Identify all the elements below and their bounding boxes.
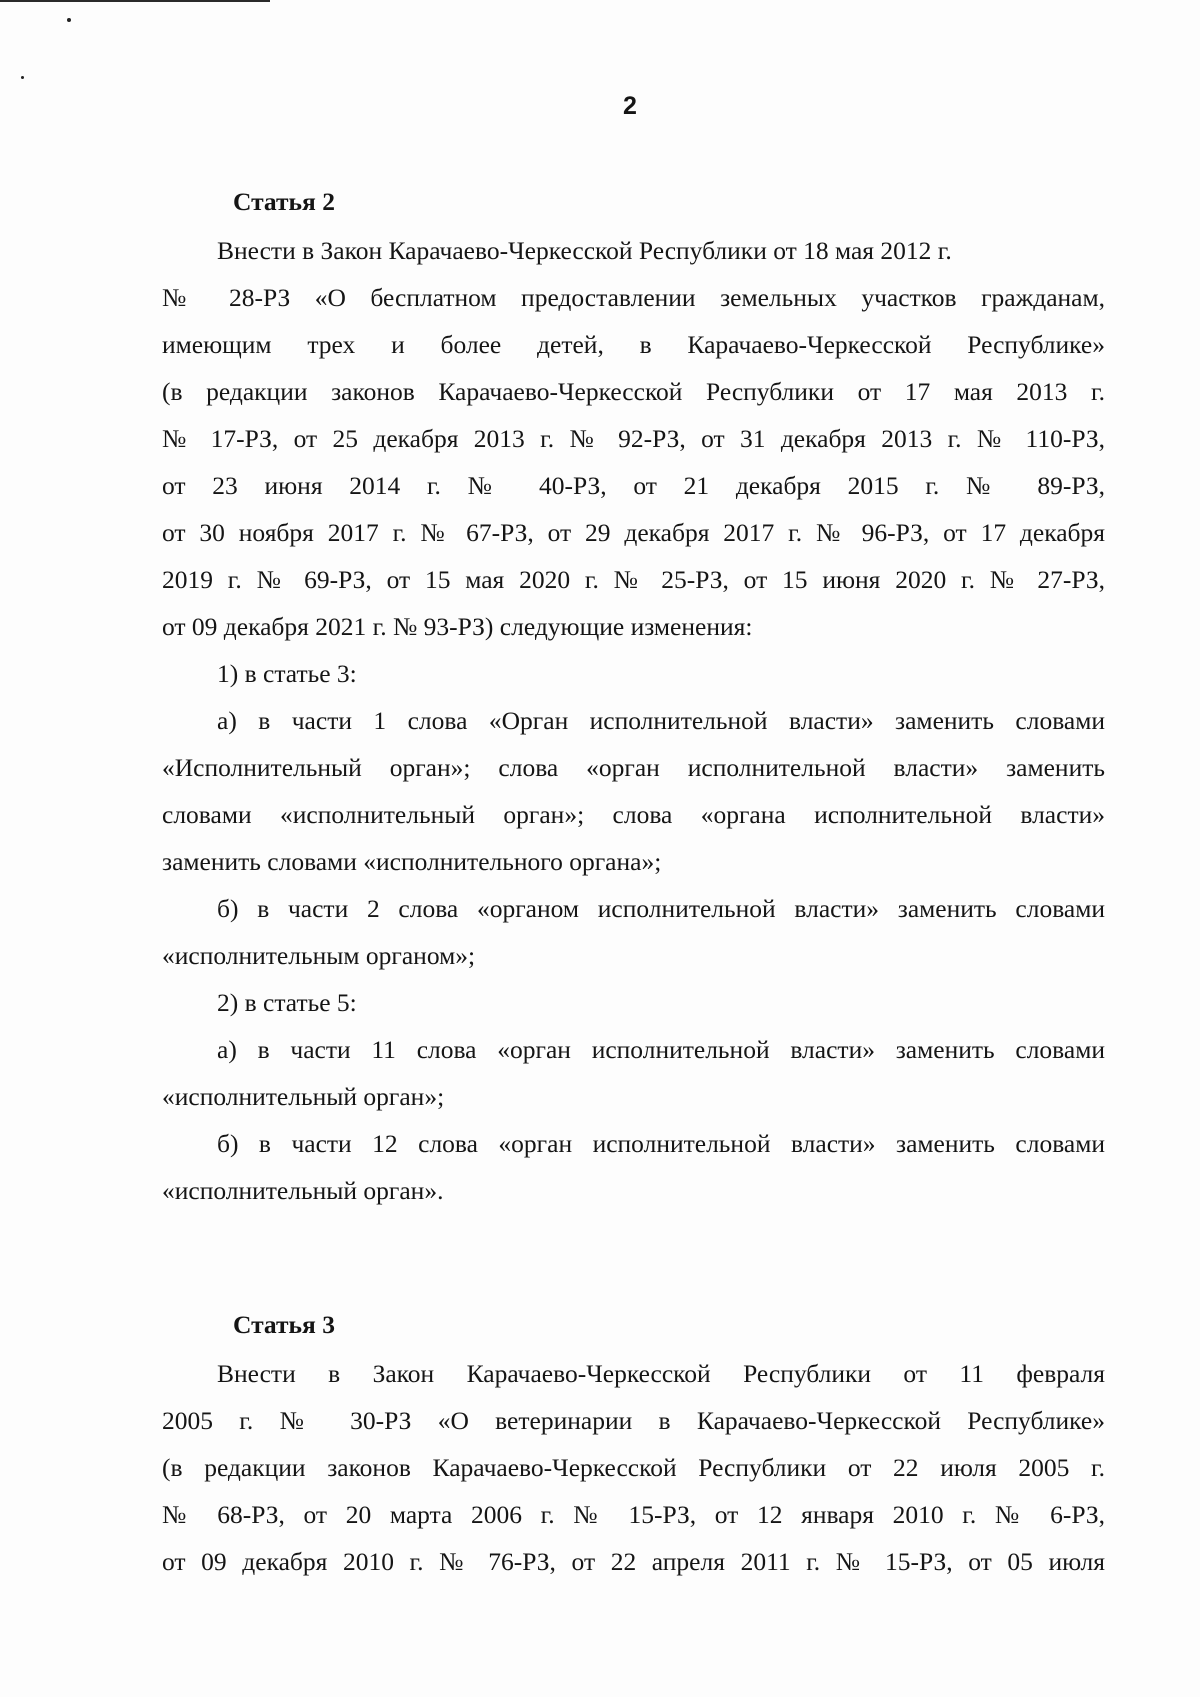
article-2-line: Внести в Закон Карачаево-Черкесской Республики от 18 мая 2012 г. [217, 236, 952, 265]
scan-speck [21, 76, 24, 79]
article-2-line: от 09 декабря 2021 г. № 93-РЗ) следующие изменения: [162, 612, 753, 641]
article-2-line: «исполнительным органом»; [162, 941, 476, 970]
article-2-line: заменить словами «исполнительного органа»; [162, 847, 662, 876]
article-3-heading: Статья 3 [233, 1310, 335, 1339]
article-2-line: № 17-РЗ, от 25 декабря 2013 г. № 92-РЗ, от 31 декабря 2013 г. № 110-РЗ, [162, 424, 1105, 453]
article-3-line: (в редакции законов Карачаево-Черкесской Республики от 22 июля 2005 г. [162, 1453, 1105, 1482]
article-2-subitem: а) в части 11 слова «орган исполнительной власти» заменить словами [217, 1035, 1105, 1064]
scan-edge-line [0, 0, 270, 2]
article-2-line: «исполнительный орган»; [162, 1082, 445, 1111]
article-3-line: № 68-РЗ, от 20 марта 2006 г. № 15-РЗ, от 12 января 2010 г. № 6-РЗ, [162, 1500, 1105, 1529]
article-3-line: от 09 декабря 2010 г. № 76-РЗ, от 22 апреля 2011 г. № 15-РЗ, от 05 июля [162, 1547, 1105, 1576]
article-2-line: (в редакции законов Карачаево-Черкесской Республики от 17 мая 2013 г. [162, 377, 1105, 406]
article-2-item: 1) в статье 3: [217, 659, 357, 688]
article-2-subitem: б) в части 2 слова «органом исполнительной власти» заменить словами [217, 894, 1105, 923]
article-3-line: Внести в Закон Карачаево-Черкесской Республики от 11 февраля [217, 1359, 1105, 1388]
page-number: 2 [623, 92, 637, 120]
article-2-heading: Статья 2 [233, 187, 335, 216]
article-2-line: «исполнительный орган». [162, 1176, 444, 1205]
article-2-line: № 28-РЗ «О бесплатном предоставлении земельных участков гражданам, [162, 283, 1105, 312]
scan-speck [67, 18, 71, 22]
article-2-item: 2) в статье 5: [217, 988, 357, 1017]
article-2-line: словами «исполнительный орган»; слова «органа исполнительной власти» [162, 800, 1105, 829]
article-2-line: имеющим трех и более детей, в Карачаево-Черкесской Республике» [162, 330, 1105, 359]
article-3-line: 2005 г. № 30-РЗ «О ветеринарии в Карачаево-Черкесской Республике» [162, 1406, 1105, 1435]
article-2-subitem: а) в части 1 слова «Орган исполнительной власти» заменить словами [217, 706, 1105, 735]
article-2-line: 2019 г. № 69-РЗ, от 15 мая 2020 г. № 25-РЗ, от 15 июня 2020 г. № 27-РЗ, [162, 565, 1105, 594]
article-2-line: от 30 ноября 2017 г. № 67-РЗ, от 29 декабря 2017 г. № 96-РЗ, от 17 декабря [162, 518, 1105, 547]
article-2-line: «Исполнительный орган»; слова «орган исполнительной власти» заменить [162, 753, 1105, 782]
article-2-subitem: б) в части 12 слова «орган исполнительной власти» заменить словами [217, 1129, 1105, 1158]
article-2-line: от 23 июня 2014 г. № 40-РЗ, от 21 декабря 2015 г. № 89-РЗ, [162, 471, 1105, 500]
